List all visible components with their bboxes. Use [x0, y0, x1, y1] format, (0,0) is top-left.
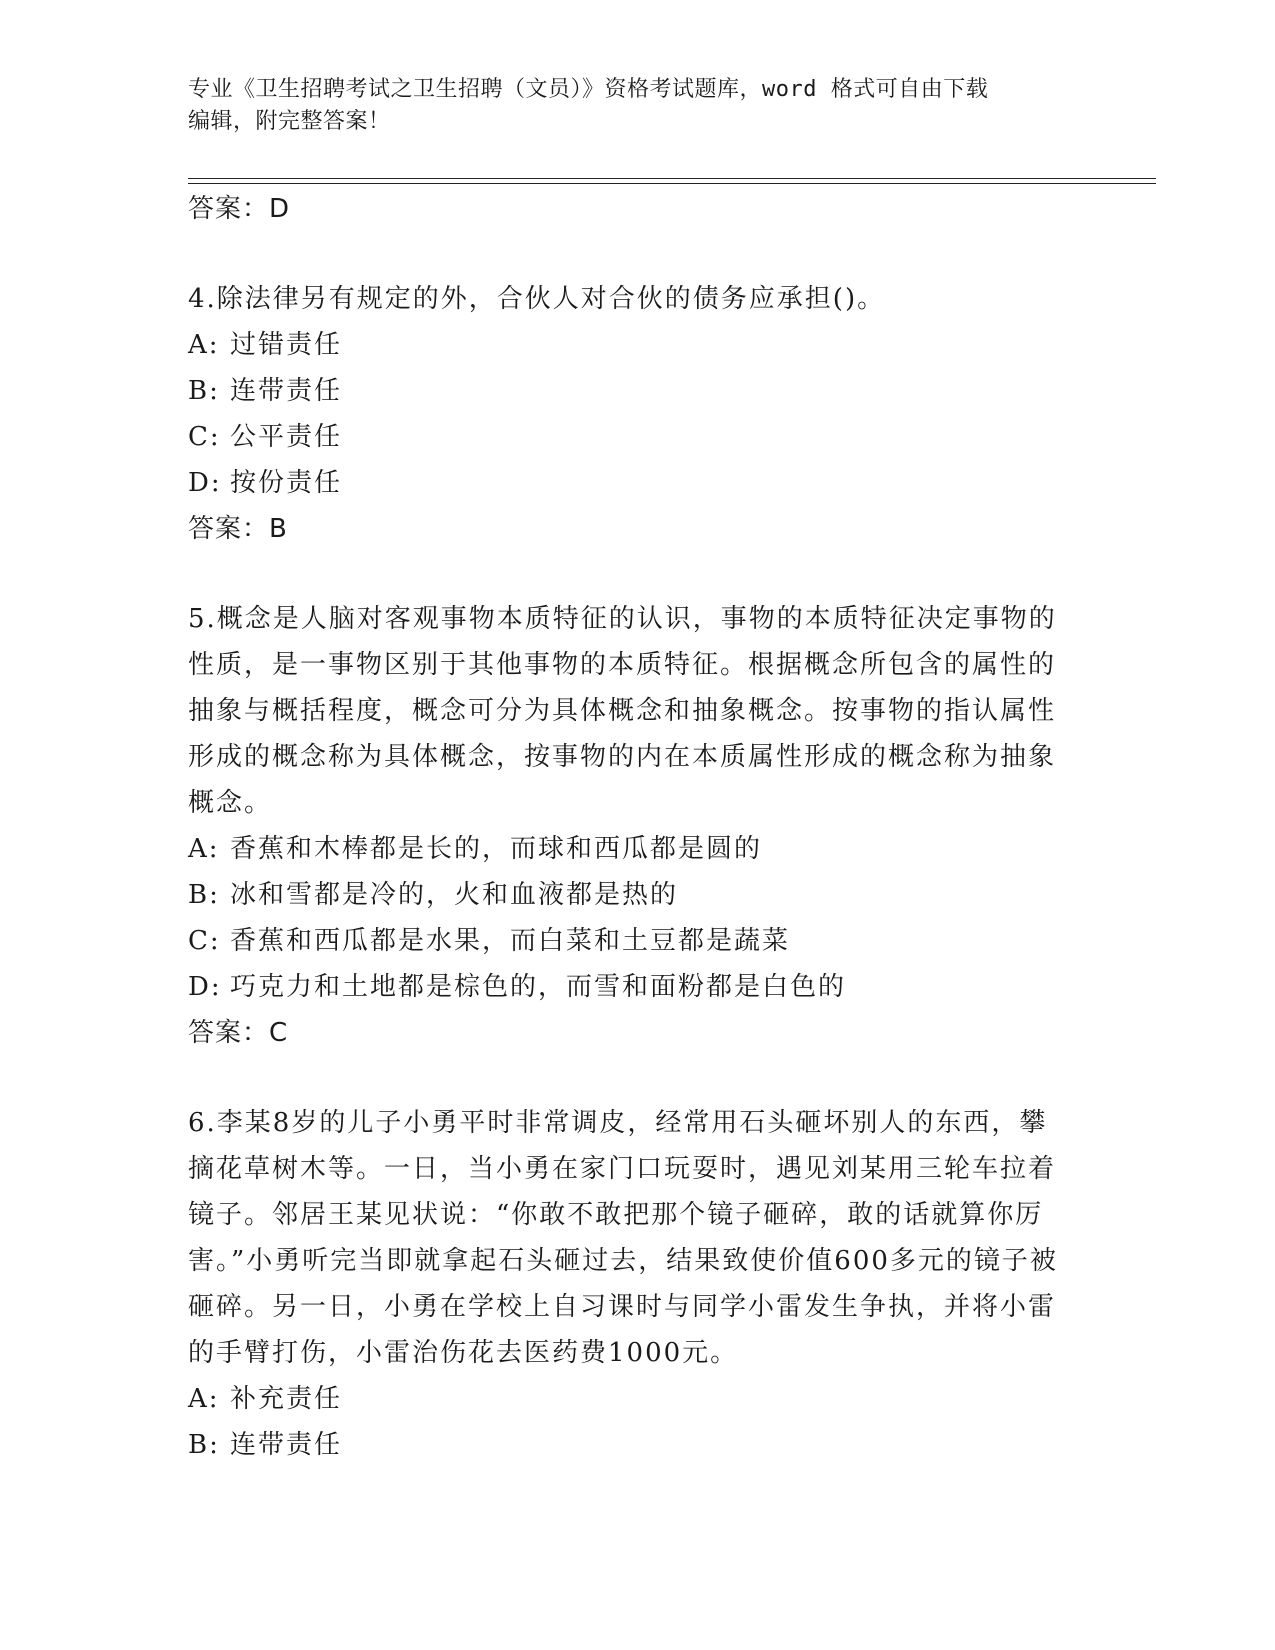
spacer: [188, 552, 1068, 596]
option-letter: B:: [188, 1430, 220, 1460]
option-text: 补充责任: [230, 1384, 343, 1414]
option-text: 按份责任: [230, 468, 343, 498]
answer-line: 答案：B: [188, 514, 288, 544]
option-letter: D:: [188, 468, 222, 498]
question-text: 6.李某8岁的儿子小勇平时非常调皮，经常用石头砸坏别人的东西，攀摘花草树木等。一日，当小勇在家门口玩耍时，遇见刘某用三轮车拉着镜子。邻居王某见状说：“你敢不敢把那个镜子砸碎，敢的话就算你厉害。”小勇听完当即就拿起石头砸过去，结果致使价值600多元的镜子被砸碎。另一日，小勇在学校上自习课时与同学小雷发生争执，并将小雷的手臂打伤，小雷治伤花去医药费1000元。: [188, 1108, 1058, 1368]
option-text: 连带责任: [230, 1430, 343, 1460]
document-header: [188, 74, 1068, 138]
question-text: 5.概念是人脑对客观事物本质特征的认识，事物的本质特征决定事物的性质，是一事物区别于其他事物的本质特征。根据概念所包含的属性的抽象与概括程度，概念可分为具体概念和抽象概念。按事物的指认属性形成的概念称为具体概念，按事物的内在本质属性形成的概念称为抽象概念。: [188, 604, 1057, 818]
option-d: [188, 460, 1068, 506]
option-text: 冰和雪都是冷的，火和血液都是热的: [230, 880, 679, 910]
option-a: [188, 1376, 1068, 1422]
option-d: [188, 964, 1068, 1010]
option-b: [188, 368, 1068, 414]
option-text: 香蕉和西瓜都是水果，而白菜和土豆都是蔬菜: [230, 926, 791, 956]
option-letter: C:: [188, 926, 221, 956]
option-letter: B:: [188, 376, 220, 406]
option-letter: D:: [188, 972, 222, 1002]
option-c: [188, 918, 1068, 964]
option-letter: C:: [188, 422, 221, 452]
question-block: [188, 1100, 1068, 1468]
spacer: [188, 232, 1068, 276]
spacer: [188, 1056, 1068, 1100]
option-letter: A:: [188, 834, 220, 864]
option-c: [188, 414, 1068, 460]
option-a: [188, 826, 1068, 872]
option-b: [188, 872, 1068, 918]
option-a: [188, 322, 1068, 368]
header-line-2: 编辑，附完整答案！: [188, 109, 391, 134]
header-line-1: 专业《卫生招聘考试之卫生招聘（文员）》资格考试题库，word 格式可自由下载: [188, 77, 989, 102]
option-letter: A:: [188, 1384, 220, 1414]
header-divider: [188, 178, 1156, 184]
option-b: [188, 1422, 1068, 1468]
question-block: [188, 276, 1068, 552]
option-text: 巧克力和土地都是棕色的，而雪和面粉都是白色的: [230, 972, 847, 1002]
question-text: 4.除法律另有规定的外，合伙人对合伙的债务应承担()。: [188, 284, 886, 314]
option-text: 香蕉和木棒都是长的，而球和西瓜都是圆的: [230, 834, 763, 864]
answer-line: 答案：D: [188, 194, 291, 224]
option-letter: B:: [188, 880, 220, 910]
answer-line: 答案：C: [188, 1018, 289, 1048]
option-letter: A:: [188, 330, 220, 360]
option-text: 公平责任: [230, 422, 343, 452]
question-block: [188, 596, 1068, 1056]
question-list: [188, 186, 1068, 1468]
option-text: 过错责任: [230, 330, 343, 360]
option-text: 连带责任: [230, 376, 343, 406]
